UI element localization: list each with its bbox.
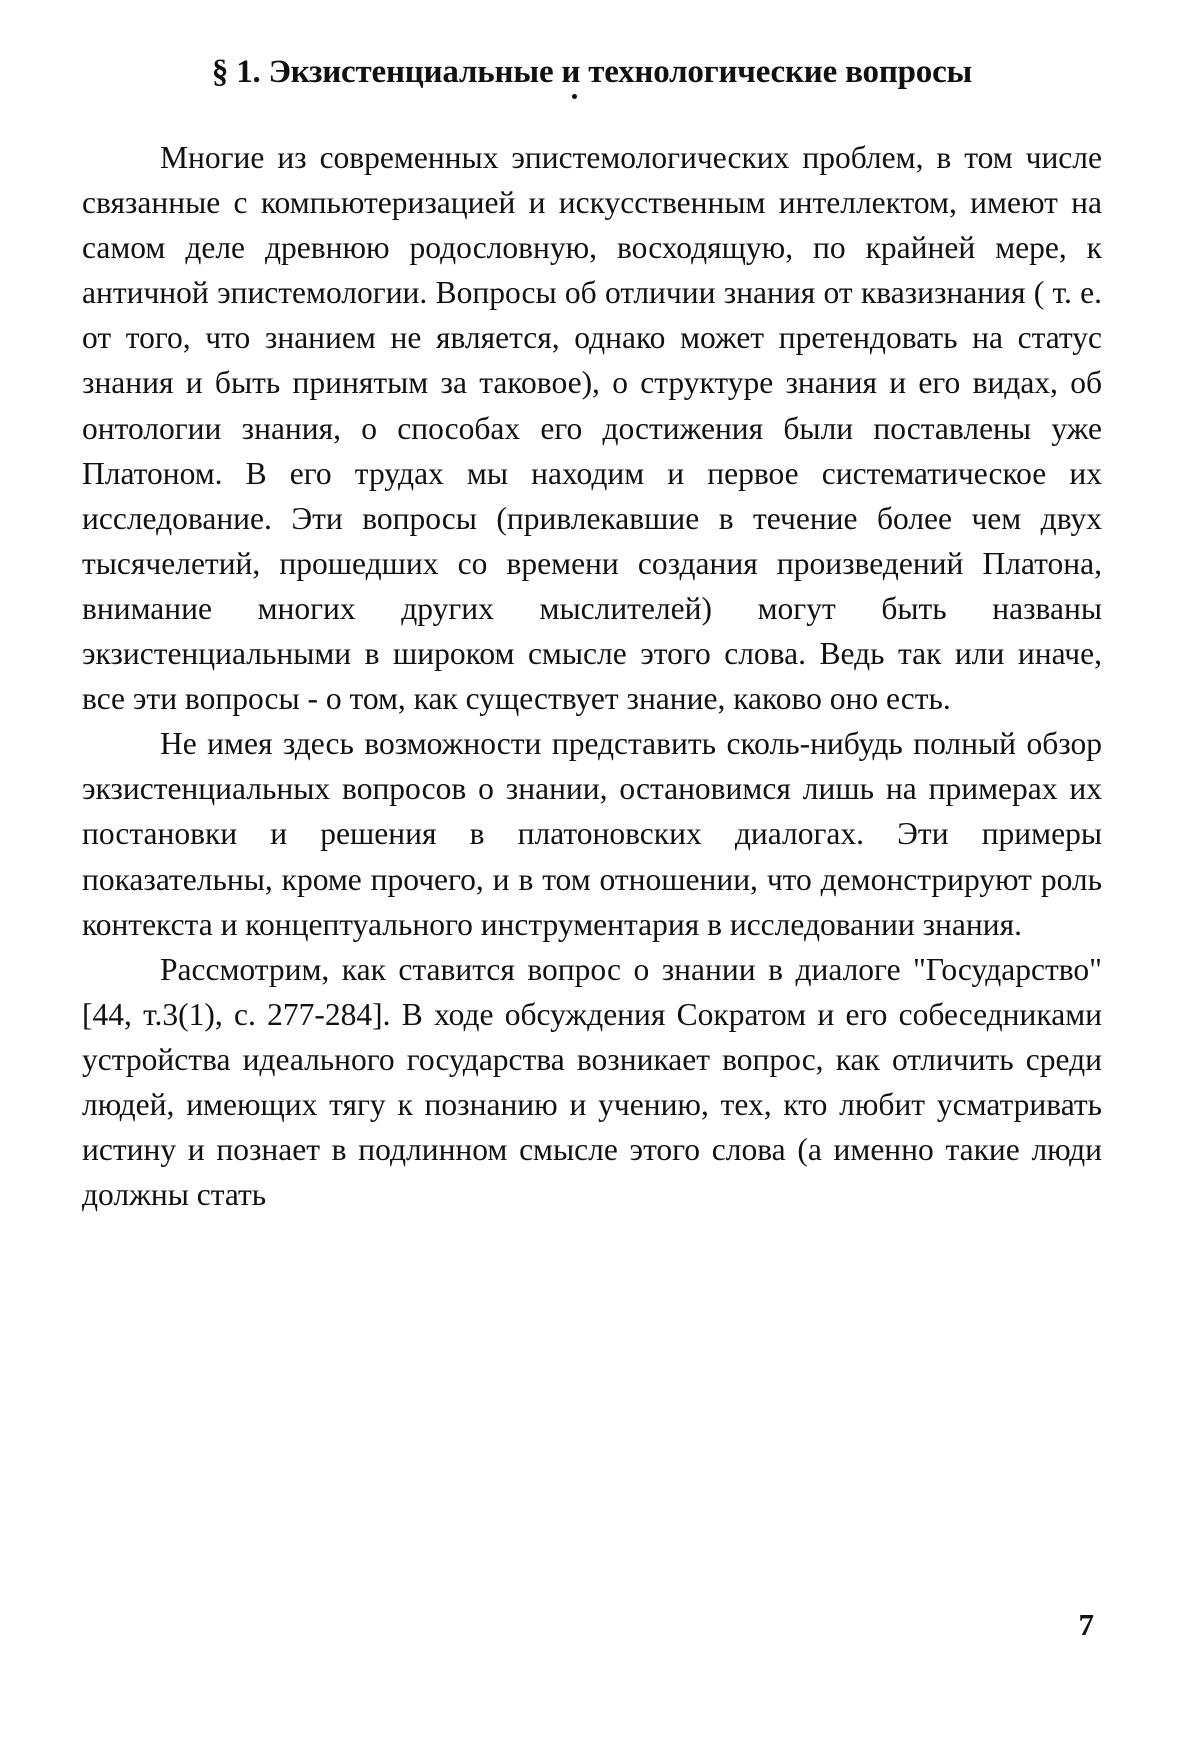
page-body bbox=[82, 135, 1102, 1217]
paragraph-2: Не имея здесь возможности представить сколь-нибудь полный обзор экзистенциальных вопросов о знании, остановимся лишь на примерах их постановки и решения в платоновских диалогах. Эти примеры показательны, кроме прочего, и в том отношении, что демонстрируют роль контекста и концептуального инструментария в исследовании знания. bbox=[82, 726, 1102, 942]
print-speck bbox=[572, 94, 577, 99]
page-number: 7 bbox=[1078, 1607, 1094, 1642]
paragraph-3: Рассмотрим, как ставится вопрос о знании в диалоге "Государство" [44, т.3(1), с. 277-284]. В ходе обсуждения Сократом и его собеседниками устройства идеального государства возникает вопрос, как отличить среди людей, имеющих тягу к познанию и учению, тех, кто любит усматривать истину и познает в подлинном смысле этого слова (а именно такие люди должны стать bbox=[82, 951, 1102, 1213]
book-page bbox=[82, 50, 1102, 1710]
paragraph-1: Многие из современных эпистемологических проблем, в том числе связанные с компьютеризацией и искусственным интеллектом, имеют на самом деле древнюю родословную, восходящую, по крайней мере, к античной эпистемологии. Вопросы об отличии знания от квазизнания ( т. е. от того, что знанием не является, однако может претендовать на статус знания и быть принятым за таковое), о структуре знания и его видах, об онтологии знания, о способах его достижения были поставлены уже Платоном. В его трудах мы находим и первое систематическое их исследование. Эти вопросы (привлекавшие в течение более чем двух тысячелетий, прошедших со времени создания произведений Платона, внимание многих других мыслителей) могут быть названы экзистенциальными в широком смысле этого слова. Ведь так или иначе, все эти вопросы - о том, как существует знание, каково оно есть. bbox=[82, 140, 1102, 717]
section-heading: § 1. Экзистенциальные и технологические вопросы bbox=[211, 54, 973, 90]
